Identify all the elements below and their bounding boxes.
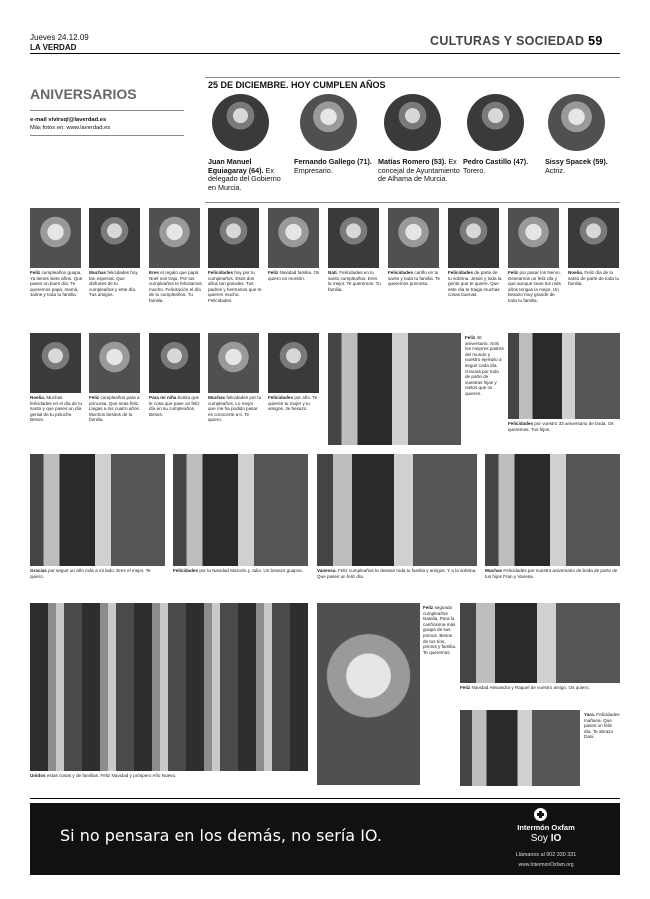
header-rule xyxy=(30,53,620,54)
caption-lead: Feliz xyxy=(508,270,519,275)
person-desc: Ex delegado del Gobierno en Murcia. xyxy=(208,165,281,192)
caption-text: cumpleaños guapa. Ya tienes siete años. Que pases un buen día. Te queremos papá, mamá, Jaime y toda tu familia. xyxy=(30,270,83,298)
caption-lead: Muchas xyxy=(485,568,503,573)
ad-soy-io xyxy=(508,833,584,844)
person-desc: Empresario. xyxy=(294,165,333,175)
caption-lead: Yara. xyxy=(584,712,595,717)
caption xyxy=(30,395,84,441)
photo xyxy=(568,208,619,268)
caption xyxy=(268,395,322,441)
photo xyxy=(30,333,81,393)
caption-text: 40 aniversario. Sois los mejores padres del mundo y nuestro ejemplo a seguir cada día. Gracias por todo de parte de vuestras hijas y nietos que os quieren. xyxy=(465,335,504,396)
birthday-person xyxy=(545,158,620,175)
caption-text: estas cosas y de familias. Feliz Navidad y próspero Año Nuevo. xyxy=(46,773,177,778)
caption xyxy=(30,773,308,785)
caption xyxy=(149,270,203,322)
ad-phone: Llámanos al 902 330 331 xyxy=(515,852,577,858)
caption-text: Felicidades mañana. Que pases un feliz día. Te abrazo Dani. xyxy=(584,712,620,740)
caption-text: felicidades por tu cumpleaños. Lo mejor que me ha podido pasar es conocerte a ti. Te quiero. xyxy=(208,395,262,423)
photo xyxy=(208,208,259,268)
ad-banner xyxy=(30,803,620,875)
birthdays-bottom-rule xyxy=(205,202,620,203)
section-name: CULTURAS Y SOCIEDAD xyxy=(430,34,585,48)
photo xyxy=(89,333,140,393)
caption-lead: Feliz xyxy=(89,395,100,400)
portrait-castillo xyxy=(467,94,524,151)
caption-text: felicidades hoy tan especial. Que disfrutes de tu cumpleaños y este día. Tus amigos. xyxy=(89,270,138,298)
caption-text: cariño en tu santo y toda tu familia. Te queremos princesa. xyxy=(388,270,441,287)
photo xyxy=(268,333,319,393)
page-number: 59 xyxy=(588,34,603,48)
photo-couple xyxy=(173,454,308,566)
photo xyxy=(508,208,559,268)
caption-lead: Para mi niña xyxy=(149,395,177,400)
caption-text: bonita que le cosa que pase un feliz día en su cumpleaños. Besos. xyxy=(149,395,200,417)
caption xyxy=(173,568,308,582)
photo-child xyxy=(317,603,420,785)
caption xyxy=(89,270,143,322)
caption-text: Felicidades en tu santo cumpleaños. Eres la mejor. Te queremos. Tu familia. xyxy=(328,270,381,292)
person-desc: Actriz. xyxy=(545,165,565,175)
photo xyxy=(448,208,499,268)
caption xyxy=(328,270,382,322)
oxfam-logo-icon xyxy=(534,808,547,821)
photo-family xyxy=(317,454,477,566)
caption-lead: Feliz xyxy=(268,270,279,275)
caption-text: hoy por tu cumpleaños. Esos dos años tan grandes. Tus padres y hermanos que te quieren mucho. Felicidades. xyxy=(208,270,262,303)
birthday-person xyxy=(294,158,374,175)
photo-couple xyxy=(460,710,580,786)
birthday-person xyxy=(463,158,541,175)
caption-text: por año. Te quieren tu mujer y tu amigos. Je besazo. xyxy=(268,395,318,412)
caption-text: de parte de tu sobrina. Jesús y toda la gente que te quiere. Que este día te traiga muchas cosas buenas. xyxy=(448,270,502,298)
caption-lead: Felicidades xyxy=(448,270,474,275)
person-desc: Torero. xyxy=(463,165,486,175)
person-desc: Ex concejal de Ayuntamiento de Alhama de Murcia. xyxy=(378,157,460,184)
caption-text: por seguir un año más a mi lado. Eres el mejor. Te quiero. xyxy=(30,568,151,579)
photo-couple xyxy=(485,454,620,566)
sidebar-more: Más fotos en: www.laverdad.es xyxy=(30,125,111,131)
caption xyxy=(448,270,502,322)
caption-text: Muchas felicidades en el día de tu santo y que pases un día genial de tu peluche. Besos. xyxy=(30,395,83,423)
portrait-gallego xyxy=(300,94,357,151)
photo xyxy=(149,333,200,393)
caption-text: por pasar los Nervo. Deseamos un feliz día y que aunque sean tus más años tengas la mejor. Un besazo muy grande de toda tu familia. xyxy=(508,270,561,303)
caption-text: Feliz día de tu santo de parte de toda tu familia. xyxy=(568,270,620,287)
caption-lead: Eres xyxy=(149,270,159,275)
ad-brand: Intermón Oxfam xyxy=(517,823,575,832)
birthday-person xyxy=(378,158,462,184)
caption-text: Navidad familia. Os quiero un montón. xyxy=(268,270,320,281)
caption xyxy=(317,568,477,582)
caption xyxy=(30,270,84,322)
section-title xyxy=(430,34,603,48)
caption-lead: Vanessa. xyxy=(317,568,337,573)
photo xyxy=(268,208,319,268)
ad-io: IO xyxy=(550,833,562,844)
photo xyxy=(208,333,259,393)
caption xyxy=(208,270,262,322)
person-name: Juan Manuel Eguiagaray (64). xyxy=(208,157,264,175)
caption xyxy=(465,335,505,443)
portrait-eguiagaray xyxy=(212,94,269,151)
birthdays-top-rule xyxy=(205,77,620,78)
caption xyxy=(423,605,457,725)
caption-lead: Felicidades xyxy=(508,421,534,426)
person-name: Sissy Spacek (59). xyxy=(545,157,608,166)
caption xyxy=(584,712,620,782)
caption-lead: Nati. xyxy=(328,270,338,275)
sidebar-title: ANIVERSARIOS xyxy=(30,86,137,102)
photo-friends xyxy=(460,603,620,683)
photo xyxy=(388,208,439,268)
caption xyxy=(508,270,562,322)
caption xyxy=(268,270,322,322)
photo-group xyxy=(30,603,308,771)
caption xyxy=(508,421,620,441)
caption xyxy=(208,395,262,441)
caption xyxy=(89,395,143,441)
photo-couple xyxy=(30,454,165,566)
caption-lead: Muchas xyxy=(89,270,107,275)
caption-lead: Feliz xyxy=(460,685,471,690)
caption-text: Feliz cumpleaños te desean toda tu familia y amigos. Y a la sobrina. Que pases un feliz día. xyxy=(317,568,477,579)
header-date: Jueves 24.12.09 xyxy=(30,33,89,42)
caption-lead: Noelia. xyxy=(30,395,46,400)
photo xyxy=(149,208,200,268)
caption xyxy=(568,270,622,322)
caption-text: por vuestro 33 aniversario de boda. Os queremos. Tus hijos. xyxy=(508,421,614,432)
caption xyxy=(388,270,442,322)
person-name: Fernando Gallego (71). xyxy=(294,157,372,166)
caption-text: Felicidades por nuestro aniversario de boda de parte de tus hijos Fran y Vanesa. xyxy=(485,568,618,579)
person-name: Matías Romero (53). xyxy=(378,157,447,166)
caption xyxy=(485,568,620,582)
ad-slogan: Si no pensara en los demás, no sería IO. xyxy=(60,826,382,845)
portrait-romero xyxy=(384,94,441,151)
caption-lead: Feliz xyxy=(30,270,41,275)
photo xyxy=(89,208,140,268)
caption-lead: Feliz xyxy=(423,605,434,610)
caption xyxy=(460,685,620,697)
caption-text: cumpleaños para a princesa. Que seas feliz. Llegas a los cuatro años. Muchos besitos de tu familia. xyxy=(89,395,141,423)
caption-lead: Felicidades xyxy=(388,270,414,275)
photo-couple xyxy=(508,333,620,419)
birthday-person xyxy=(208,158,290,192)
birthdays-heading: 25 DE DICIEMBRE. HOY CUMPLEN AÑOS xyxy=(208,80,386,90)
photo xyxy=(328,208,379,268)
sidebar-rule xyxy=(30,110,184,111)
caption-lead: Muchas xyxy=(208,395,226,400)
caption-text: por la Navidad Marcelo y Julia. Un besazo guapos. xyxy=(199,568,303,573)
caption-text: segundo cumpleaños Natalia. Para la cariñosona más guapa de sus primos. Besos de tus tíos, primos y familia. Te queremos. xyxy=(423,605,457,655)
caption-lead: Gracias xyxy=(30,568,47,573)
photo xyxy=(30,208,81,268)
caption xyxy=(30,568,165,582)
caption-lead: Unidos xyxy=(30,773,46,778)
ad-soy: Soy xyxy=(530,833,548,844)
sidebar-email: e-mail vivirsql@laverdad.es xyxy=(30,117,107,123)
caption-lead: Noelia. xyxy=(568,270,584,275)
caption-lead: Felicidades xyxy=(173,568,199,573)
portrait-spacek xyxy=(548,94,605,151)
ad-top-rule xyxy=(30,798,620,799)
ad-web[interactable]: www.IntermonOxfam.org xyxy=(518,862,574,868)
caption-text: el regalo que papá Noel nos trajo. Por tus cumpleaños te felicitamos mucho. Felicitación el día de tu cumpleaños. Tu familia. xyxy=(149,270,202,303)
sidebar-rule-2 xyxy=(30,135,184,136)
caption xyxy=(149,395,203,441)
caption-lead: Felicidades xyxy=(208,270,234,275)
caption-lead: Feliz xyxy=(465,335,476,340)
header-paper: LA VERDAD xyxy=(30,43,77,52)
person-name: Pedro Castillo (47). xyxy=(463,157,529,166)
caption-lead: Felicidades xyxy=(268,395,294,400)
caption-text: Navidad Alexandra y Raquel de vuestro amigo. Os quiero. xyxy=(471,685,590,690)
photo-couple xyxy=(328,333,461,445)
